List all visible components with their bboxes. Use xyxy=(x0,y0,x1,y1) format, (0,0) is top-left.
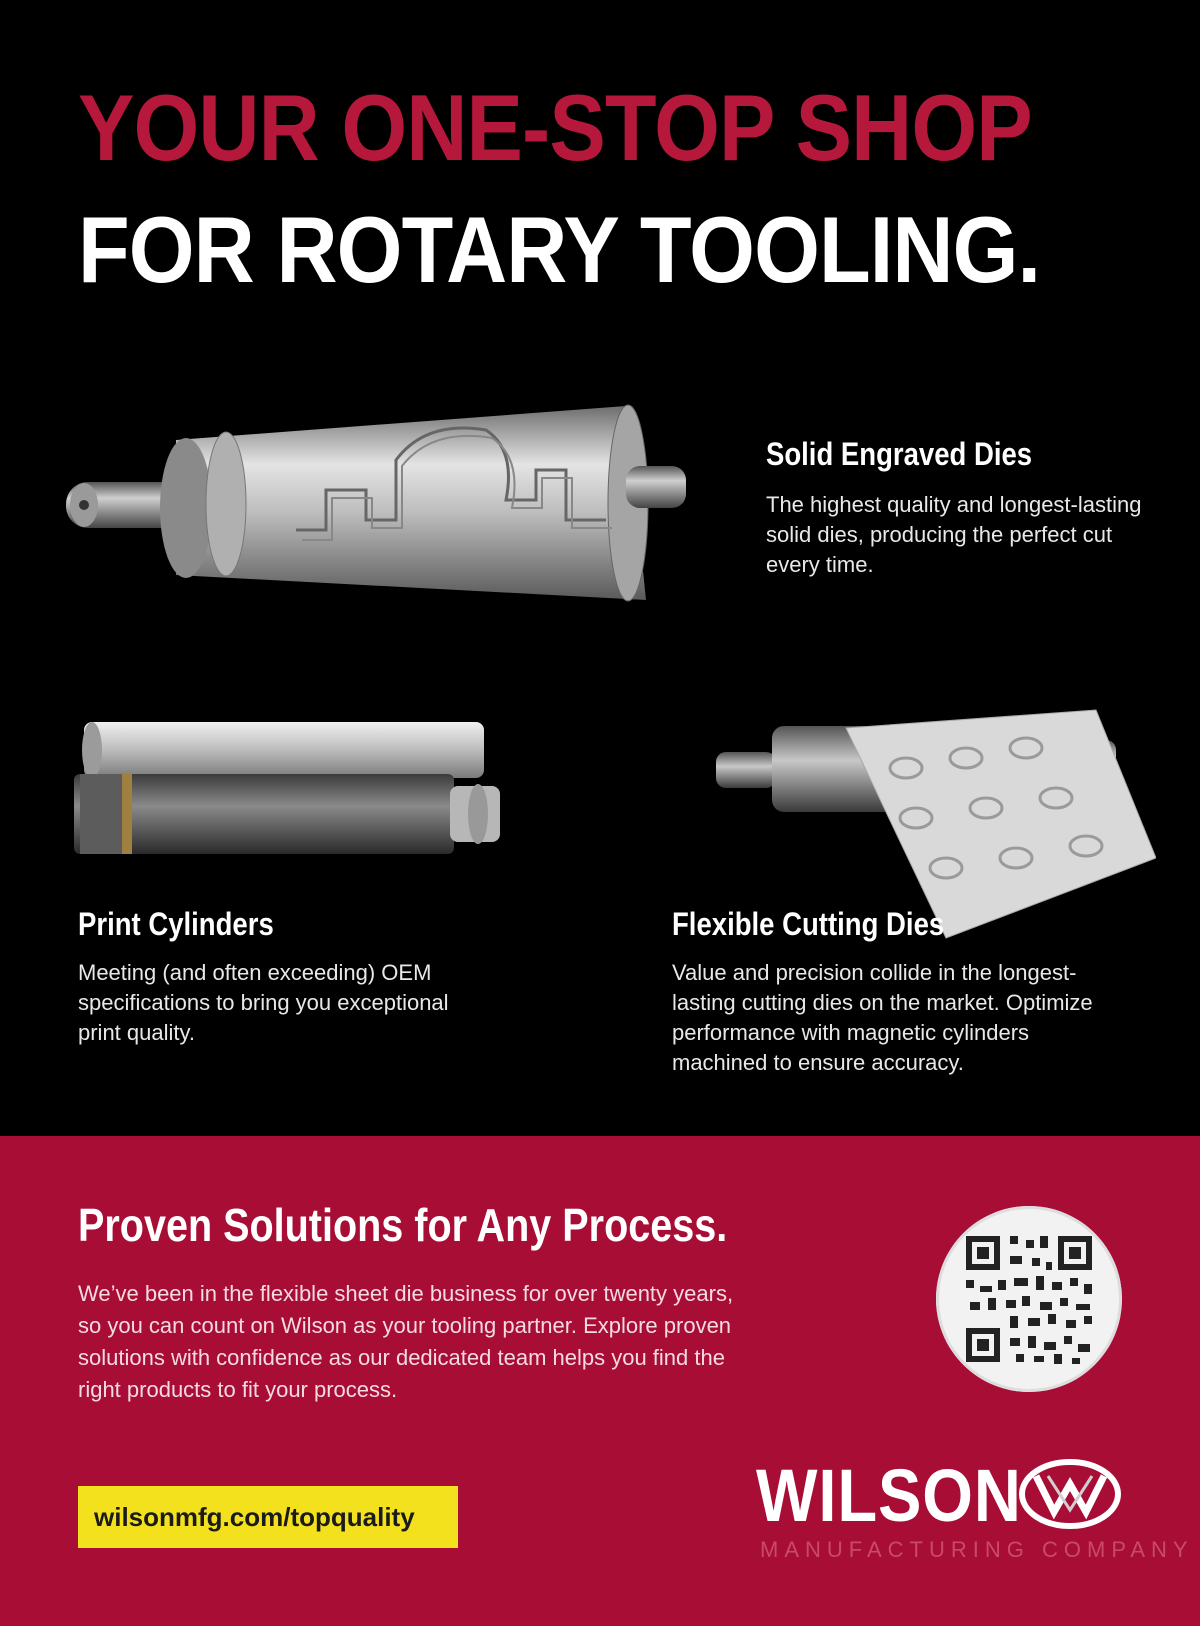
website-link-button[interactable]: wilsonmfg.com/topquality xyxy=(78,1486,458,1548)
wilson-logo-icon xyxy=(1018,1458,1122,1530)
qr-code-icon[interactable] xyxy=(936,1206,1122,1392)
product-title-solid-engraved-dies: Solid Engraved Dies xyxy=(766,436,1033,472)
product-title-print-cylinders: Print Cylinders xyxy=(78,906,274,942)
headline-line-1: YOUR ONE-STOP SHOP xyxy=(78,75,1032,180)
headline-line-2: FOR ROTARY TOOLING. xyxy=(78,197,1041,302)
solutions-body: We’ve been in the flexible sheet die business for over twenty years, so you can count on Wilson as your tooling partner. Explore proven solutions with confidence as our dedicated team helps you find the right products to fit your process. xyxy=(78,1281,734,1402)
wilson-logo-wordmark: WILSON xyxy=(756,1454,1022,1537)
product-title-flexible-cutting-dies: Flexible Cutting Dies xyxy=(672,906,945,942)
solutions-title: Proven Solutions for Any Process. xyxy=(78,1199,728,1251)
wilson-logo-tagline: MANUFACTURING COMPANY xyxy=(760,1537,1194,1562)
product-description-flexible-cutting-dies: Value and precision collide in the longest-lasting cutting dies on the market. Optimize performance with magnetic cylinders machined to ensure accuracy. xyxy=(672,960,1093,1075)
solid-engraved-die-image xyxy=(66,400,686,620)
print-cylinders-image xyxy=(70,712,500,862)
product-description-print-cylinders: Meeting (and often exceeding) OEM specifications to bring you exceptional print quality. xyxy=(78,960,449,1045)
product-description-solid-engraved-dies: The highest quality and longest-lasting solid dies, producing the perfect cut every time. xyxy=(766,492,1142,577)
